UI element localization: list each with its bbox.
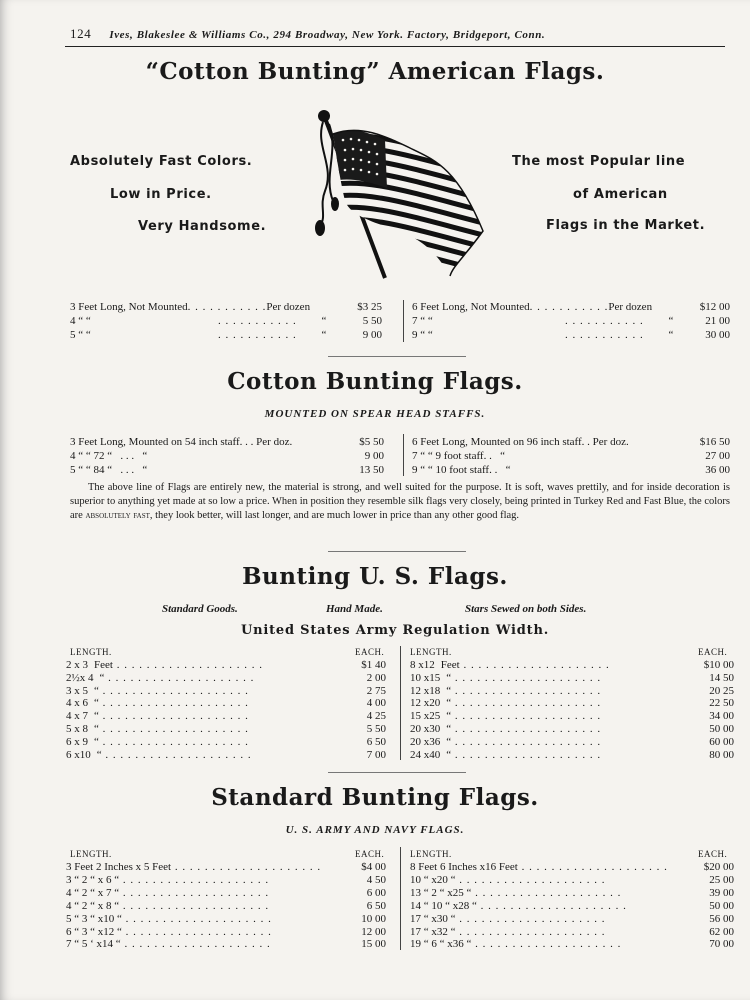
s2-left-price-3: 13 50 <box>359 464 384 476</box>
table-row: 3 “ 2 “ x 6 “ . . . . . . . . . . . . . . . . . . . . <box>66 873 270 886</box>
price-cell: 50 00 <box>670 900 734 912</box>
s1-left-price-2: 5 50 <box>362 315 382 327</box>
size-cell: 15 x25 <box>410 710 441 723</box>
s1-left-price-3: 9 00 <box>362 329 382 341</box>
section2-column-divider <box>403 434 404 476</box>
unit-cell: “ <box>446 735 452 748</box>
s4-right-length-header: LENGTH. <box>410 849 452 859</box>
price-cell: 4 25 <box>330 710 386 722</box>
table-row: 2 x 3 Feet . . . . . . . . . . . . . . . . . . . . <box>66 659 263 671</box>
unit-cell: Feet <box>94 659 113 671</box>
section2-title: Cotton Bunting Flags. <box>227 368 523 395</box>
s1-right-price-2: 21 00 <box>705 315 730 327</box>
section-divider-1 <box>328 356 466 357</box>
size-cell: 4 “ 2 “ x 8 “ <box>66 899 120 912</box>
unit-cell: Feet <box>440 659 460 671</box>
s1-right-dots-2: . . . . . . . . . . . “ <box>565 315 674 327</box>
table-row: 10 “ x20 “ . . . . . . . . . . . . . . . . . . . . <box>410 873 606 886</box>
size-cell: 20 x30 <box>410 723 441 735</box>
section3-feature-3: Stars Sewed on both Sides. <box>465 603 587 615</box>
price-cell: 22 50 <box>670 697 734 709</box>
right-feature-3: Flags in the Market. <box>546 218 706 233</box>
s1-right-row-2: 7 “ “ <box>412 315 433 327</box>
section3-feature-1: Standard Goods. <box>162 603 238 615</box>
section3-subtitle: United States Army Regulation Width. <box>240 623 550 638</box>
unit-cell: “ <box>94 735 99 748</box>
s1-right-price-1: $12 00 <box>699 301 730 313</box>
s1-right-dots-3: . . . . . . . . . . . “ <box>565 329 674 341</box>
s4-left-each-header: EACH. <box>355 849 385 859</box>
s2-right-row-1: 6 Feet Long, Mounted on 96 inch staff. . Per doz. <box>412 436 629 448</box>
price-cell: 7 00 <box>330 749 386 761</box>
size-cell: 13 “ 2 “ x25 “ <box>410 886 472 899</box>
table-row: 2½x 4 “ . . . . . . . . . . . . . . . . . . . . <box>66 671 255 684</box>
s1-left-row-2: 4 “ “ <box>70 315 91 327</box>
price-cell: $1 40 <box>330 659 386 671</box>
s1-left-row-1: 3 Feet Long, Not Mounted. . . . . . . . . . .Per dozen <box>70 301 311 313</box>
left-feature-3: Very Handsome. <box>138 219 267 234</box>
unit-cell: “ <box>94 723 99 735</box>
table-row: 4 “ 2 “ x 7 “ . . . . . . . . . . . . . . . . . . . . <box>66 886 270 899</box>
s1-right-price-3: 30 00 <box>705 329 730 341</box>
size-cell: 5 “ 3 “ x10 “ <box>66 912 122 925</box>
size-cell: 20 x36 <box>410 735 441 748</box>
price-cell: 70 00 <box>670 938 734 950</box>
table-row: 4 “ 2 “ x 8 “ . . . . . . . . . . . . . . . . . . . . <box>66 899 270 912</box>
s4-left-length-header: LENGTH. <box>70 849 112 859</box>
price-cell: 12 00 <box>330 926 386 938</box>
price-cell: 80 00 <box>670 749 734 761</box>
unit-cell: “ <box>446 671 452 684</box>
s3-left-length-header: LENGTH. <box>70 647 112 657</box>
price-cell: 25 00 <box>670 874 734 886</box>
size-cell: 6 x 9 <box>66 735 88 748</box>
section2-description: The above line of Flags are entirely new, the material is strong, and well suited for the purpose. It is soft, waves prettily, and for inside decoration is superior to anything yet made at so low a price. When in position they resemble silk flags very closely, being printed in Turkey Red and Fast Blue, the colors are absolutely fast, they look better, will last longer, and are much lower in price than any other good flag. <box>70 482 730 521</box>
table-row: 6 x 9 “ . . . . . . . . . . . . . . . . . . . . <box>66 735 249 748</box>
size-cell: 2 x 3 <box>66 659 88 671</box>
table-row: 19 “ 6 “ x36 “ . . . . . . . . . . . . . . . . . . . . <box>410 938 622 951</box>
table-row: 4 x 6 “ . . . . . . . . . . . . . . . . . . . . <box>66 697 249 710</box>
unit-cell: “ <box>446 723 452 735</box>
table-row: 5 x 8 “ . . . . . . . . . . . . . . . . . . . . <box>66 723 249 735</box>
unit-cell: “ <box>94 684 99 697</box>
size-cell: 6 “ 3 “ x12 “ <box>66 925 122 938</box>
table-row: 15 x25 “ . . . . . . . . . . . . . . . . . . . . <box>410 710 602 723</box>
section2-subtitle: MOUNTED ON SPEAR HEAD STAFFS. <box>264 408 486 420</box>
table-row: 20 x36 “ . . . . . . . . . . . . . . . . . . . . <box>410 735 602 748</box>
s1-left-dots-3: . . . . . . . . . . . “ <box>218 329 327 341</box>
table-row: 17 “ x32 “ . . . . . . . . . . . . . . . . . . . . <box>410 925 606 938</box>
left-feature-2: Low in Price. <box>110 187 212 202</box>
unit-cell: “ <box>446 710 452 723</box>
page-number: 124 <box>70 26 92 41</box>
table-row: 13 “ 2 “ x25 “ . . . . . . . . . . . . . . . . . . . . <box>410 886 622 899</box>
price-cell: $10 00 <box>670 659 734 671</box>
section-divider-2 <box>328 551 466 552</box>
size-cell: 3 “ 2 “ x 6 “ <box>66 873 120 886</box>
size-cell: 12 x20 <box>410 697 441 710</box>
s2-left-row-1: 3 Feet Long, Mounted on 54 inch staff. . . Per doz. <box>70 436 293 448</box>
table-row: 4 x 7 “ . . . . . . . . . . . . . . . . . . . . <box>66 710 249 723</box>
s2-right-row-2: 7 “ “ 9 foot staff. . “ <box>412 450 505 462</box>
s2-left-row-2: 4 “ “ 72 “ . . . “ <box>70 450 148 462</box>
left-feature-1: Absolutely Fast Colors. <box>70 154 253 169</box>
table-row: 8 Feet 6 Inches x16 Feet . . . . . . . . . . . . . . . . . . . . <box>410 861 668 873</box>
size-cell: 10 x15 <box>410 671 441 684</box>
s2-left-row-3: 5 “ “ 84 “ . . . “ <box>70 464 148 476</box>
price-cell: 6 00 <box>330 887 386 899</box>
section4-column-divider <box>400 847 401 950</box>
section4-subtitle: U. S. ARMY AND NAVY FLAGS. <box>285 824 465 836</box>
price-cell: 20 25 <box>670 685 734 697</box>
price-cell: 34 00 <box>670 710 734 722</box>
section3-column-divider <box>400 646 401 760</box>
price-cell: 39 00 <box>670 887 734 899</box>
s2-right-price-3: 36 00 <box>705 464 730 476</box>
section3-feature-2: Hand Made. <box>326 603 383 615</box>
s4-right-each-header: EACH. <box>698 849 728 859</box>
s2-left-price-1: $5 50 <box>359 436 384 448</box>
section-divider-3 <box>328 772 466 773</box>
size-cell: 8 x12 <box>410 659 435 671</box>
s3-left-each-header: EACH. <box>355 647 385 657</box>
table-row: 3 x 5 “ . . . . . . . . . . . . . . . . . . . . <box>66 684 249 697</box>
size-cell: 5 x 8 <box>66 723 88 735</box>
s2-right-row-3: 9 “ “ 10 foot staff. . “ <box>412 464 511 476</box>
table-row: 20 x30 “ . . . . . . . . . . . . . . . . . . . . <box>410 723 602 735</box>
header-rule <box>65 46 725 47</box>
size-cell: 2½x 4 <box>66 671 94 684</box>
s1-right-row-3: 9 “ “ <box>412 329 433 341</box>
table-row: 8 x12 Feet . . . . . . . . . . . . . . . . . . . . <box>410 659 610 671</box>
size-cell: 3 Feet 2 Inches x 5 Feet <box>66 861 172 873</box>
price-cell: 15 00 <box>330 938 386 950</box>
price-cell: 2 75 <box>330 685 386 697</box>
price-cell: 10 00 <box>330 913 386 925</box>
price-cell: 56 00 <box>670 913 734 925</box>
s3-right-each-header: EACH. <box>698 647 728 657</box>
size-cell: 4 “ 2 “ x 7 “ <box>66 886 120 899</box>
unit-cell: “ <box>446 748 452 761</box>
unit-cell: “ <box>99 671 105 684</box>
size-cell: 17 “ x32 “ <box>410 925 456 938</box>
price-cell: $20 00 <box>670 861 734 873</box>
section4-title: Standard Bunting Flags. <box>211 784 539 811</box>
table-row: 12 x20 “ . . . . . . . . . . . . . . . . . . . . <box>410 697 602 710</box>
s1-left-row-3: 5 “ “ <box>70 329 91 341</box>
price-cell: 5 50 <box>330 723 386 735</box>
price-cell: 4 00 <box>330 697 386 709</box>
table-row: 6 “ 3 “ x12 “ . . . . . . . . . . . . . . . . . . . . <box>66 925 272 938</box>
s2-right-price-2: 27 00 <box>705 450 730 462</box>
size-cell: 10 “ x20 “ <box>410 873 456 886</box>
table-row: 3 Feet 2 Inches x 5 Feet . . . . . . . . . . . . . . . . . . . . <box>66 861 322 873</box>
s1-right-row-1: 6 Feet Long, Not Mounted. . . . . . . . . . .Per dozen <box>412 301 653 313</box>
s2-left-price-2: 9 00 <box>364 450 384 462</box>
price-cell: $4 00 <box>330 861 386 873</box>
table-row: 14 “ 10 “ x28 “ . . . . . . . . . . . . . . . . . . . . <box>410 899 627 912</box>
unit-cell: “ <box>446 697 452 710</box>
size-cell: 4 x 7 <box>66 710 88 723</box>
price-cell: 62 00 <box>670 926 734 938</box>
right-feature-1: The most Popular line <box>512 154 686 169</box>
price-cell: 6 50 <box>330 736 386 748</box>
section3-title: Bunting U. S. Flags. <box>242 563 508 590</box>
american-flag-illustration <box>305 106 500 286</box>
unit-cell: “ <box>446 684 452 697</box>
table-row: 24 x40 “ . . . . . . . . . . . . . . . . . . . . <box>410 748 602 761</box>
size-cell: 17 “ x30 “ <box>410 912 456 925</box>
right-feature-2: of American <box>573 187 668 202</box>
size-cell: 7 “ 5 ‘ x14 “ <box>66 938 121 951</box>
size-cell: 12 x18 <box>410 684 441 697</box>
page-header <box>70 26 730 42</box>
table-row: 5 “ 3 “ x10 “ . . . . . . . . . . . . . . . . . . . . <box>66 912 272 925</box>
price-cell: 4 50 <box>330 874 386 886</box>
unit-cell: “ <box>94 697 99 710</box>
size-cell: 24 x40 <box>410 748 441 761</box>
table-row: 7 “ 5 ‘ x14 “ . . . . . . . . . . . . . . . . . . . . <box>66 938 271 951</box>
s3-right-length-header: LENGTH. <box>410 647 452 657</box>
size-cell: 19 “ 6 “ x36 “ <box>410 938 472 951</box>
s1-left-price-1: $3 25 <box>357 301 382 313</box>
price-cell: 60 00 <box>670 736 734 748</box>
section1-column-divider <box>403 300 404 342</box>
table-row: 10 x15 “ . . . . . . . . . . . . . . . . . . . . <box>410 671 602 684</box>
size-cell: 6 x10 <box>66 748 91 761</box>
price-cell: 6 50 <box>330 900 386 912</box>
price-cell: 14 50 <box>670 672 734 684</box>
size-cell: 8 Feet 6 Inches x16 Feet <box>410 861 518 873</box>
size-cell: 14 “ 10 “ x28 “ <box>410 899 477 912</box>
size-cell: 4 x 6 <box>66 697 88 710</box>
table-row: 12 x18 “ . . . . . . . . . . . . . . . . . . . . <box>410 684 602 697</box>
price-cell: 50 00 <box>670 723 734 735</box>
unit-cell: “ <box>94 710 99 723</box>
size-cell: 3 x 5 <box>66 684 88 697</box>
section1-title: “Cotton Bunting” American Flags. <box>145 58 605 85</box>
header-text: Ives, Blakeslee & Williams Co., 294 Broadway, New York. Factory, Bridgeport, Conn. <box>109 29 546 41</box>
price-cell: 2 00 <box>330 672 386 684</box>
s1-left-dots-2: . . . . . . . . . . . “ <box>218 315 327 327</box>
unit-cell: “ <box>96 748 102 761</box>
table-row: 6 x10 “ . . . . . . . . . . . . . . . . . . . . <box>66 748 252 761</box>
s2-right-price-1: $16 50 <box>699 436 730 448</box>
table-row: 17 “ x30 “ . . . . . . . . . . . . . . . . . . . . <box>410 912 606 925</box>
